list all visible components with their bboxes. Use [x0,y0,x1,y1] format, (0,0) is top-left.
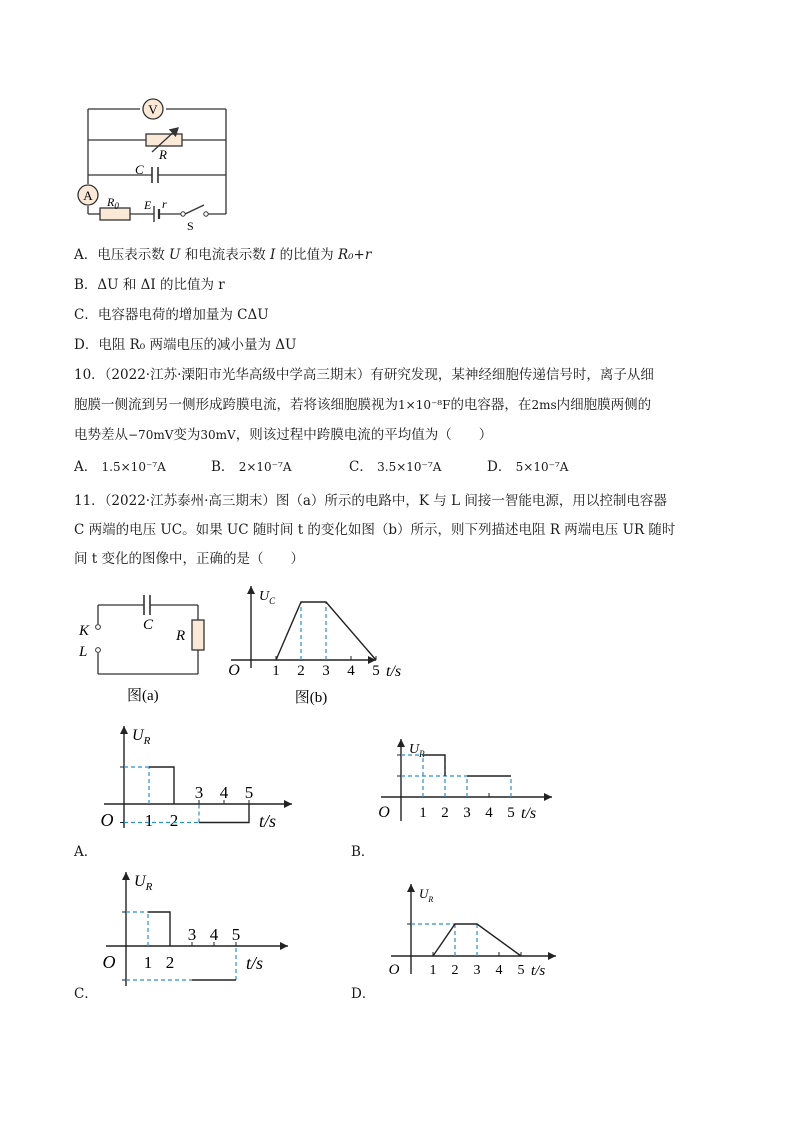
x-axis-arrow [548,952,556,960]
q10-option-c[interactable]: C． 3.5×10⁻⁷A [349,459,442,475]
origin-label: O [100,810,114,830]
x-tick-label: 5 [507,805,515,821]
capacitor-label: C [135,162,144,177]
y-axis-arrow [122,872,130,880]
data-line [148,912,170,946]
x-tick-label: 5 [372,663,380,679]
x-tick-label: 2 [297,663,305,679]
q9-option-b[interactable]: B．ΔU 和 ΔI 的比值为 r [74,277,225,293]
x-tick-label: 3 [463,805,471,821]
y-axis-arrow [407,884,415,892]
x-axis-label: t/s [246,953,264,973]
y-axis-label: $U_R$ [134,873,153,893]
x-axis-label: t/s [386,663,402,680]
switch-label: S [187,219,194,233]
option-a-graph [96,722,306,842]
y-axis-label: $U_R$ [419,886,434,904]
x-tick-label: 4 [485,805,493,821]
q10-option-a[interactable]: A． 1.5×10⁻⁷A [74,459,166,475]
x-axis-label: t/s [531,963,546,979]
q11-stem-line1: 11．（2022·江苏泰州·高三期末）图（a）所示的电路中，K 与 L 间接一智能电源，用以控制电容器 [74,493,667,509]
x-tick-label: 2 [441,805,449,821]
x-tick-label: 4 [347,663,355,679]
y-axis-arrow [120,726,128,734]
internal-resistance-label: r [162,197,167,211]
origin-label: O [102,952,116,972]
y-axis-arrow [397,739,405,747]
x-tick-label: 4 [219,783,229,802]
y-axis-label: $U_C$ [259,589,276,606]
ammeter-label: A [83,188,93,203]
terminal-k-label: K [79,623,90,639]
x-tick-label: 1 [272,663,280,679]
q11-option-d-label[interactable]: D． [351,986,376,1002]
x-tick-label: 1 [143,953,153,972]
x-tick-label: 1 [429,963,437,978]
x-axis-label: t/s [259,811,277,831]
origin-label: O [228,662,240,679]
q11-option-b-label[interactable]: B． [351,844,375,860]
figure-a-caption: 图(a) [127,688,159,704]
x-tick-label: 4 [209,925,219,944]
x-tick-label: 3 [187,925,197,944]
q10-stem-line3: 电势差从−70mV变为30mV，则该过程中跨膜电流的平均值为（ ） [74,427,493,443]
figure-caption: 图(b) [294,690,328,706]
figure-b-graph [226,578,426,708]
option-b-graph [376,735,576,840]
x-axis-arrow [544,793,552,801]
option-d-graph [376,880,576,980]
q9-option-c[interactable]: C．电容器电荷的增加量为 CΔU [74,307,269,323]
voltmeter-label: V [148,102,158,117]
q10-option-b[interactable]: B． 2×10⁻⁷A [211,459,292,475]
x-tick-label: 5 [517,963,525,978]
circuit-diagram-q9 [70,92,240,233]
x-tick-label: 1 [144,811,154,830]
x-tick-label: 2 [169,811,179,830]
x-tick-label: 3 [473,963,481,978]
y-axis-arrow [247,586,255,594]
x-tick-label: 2 [451,963,459,978]
data-line [199,804,249,823]
terminal-l-label: L [79,644,88,660]
q10-stem-line2: 胞膜一侧流到另一侧形成跨膜电流，若将该细胞膜视为1×10⁻⁸F的电容器，在2ms内细胞膜两侧的 [74,397,652,413]
y-axis-label: $U_R$ [409,742,425,759]
q10-option-d[interactable]: D． 5×10⁻⁷A [487,459,569,475]
x-tick-label: 1 [419,805,427,821]
emf-label: E [144,198,152,212]
q11-stem-line3: 间 t 变化的图像中，正确的是（ ） [74,551,305,567]
x-axis-arrow [284,800,292,808]
x-tick-label: 5 [244,783,254,802]
origin-label: O [378,804,390,821]
q11-stem-line2: C 两端的电压 UC。如果 UC 随时间 t 的变化如图（b）所示，则下列描述电阻 R 两端电压 UR 随时 [74,522,676,538]
capacitor-c-label: C [143,617,154,633]
x-tick-label: 4 [495,963,503,978]
resistor-r-label: R [159,147,167,162]
q9-option-d[interactable]: D．电阻 R₀ 两端电压的减小量为 ΔU [74,337,297,353]
q10-stem-line1: 10．（2022·江苏·溧阳市光华高级中学高三期末）有研究发现，某神经细胞传递信号时，离子从细 [74,367,654,383]
x-tick-label: 3 [322,663,330,679]
q9-option-a[interactable]: A．电压表示数 U 和电流表示数 I 的比值为 R₀+r [74,247,372,263]
figure-a-circuit [72,590,217,710]
x-axis-label: t/s [521,805,537,822]
resistor-r0-label: $R_0$ [107,195,119,211]
q11-option-c-label[interactable]: C． [74,986,98,1002]
x-axis-arrow [280,942,288,950]
x-tick-label: 5 [231,925,241,944]
x-tick-label: 3 [194,783,204,802]
origin-label: O [388,962,400,978]
q11-option-a-label[interactable]: A． [74,844,98,860]
resistor-r-label: R [176,628,186,644]
x-tick-label: 2 [165,953,175,972]
data-line [423,755,445,776]
option-c-graph [96,868,296,996]
y-axis-label: $U_R$ [132,727,151,747]
data-line [149,767,174,804]
